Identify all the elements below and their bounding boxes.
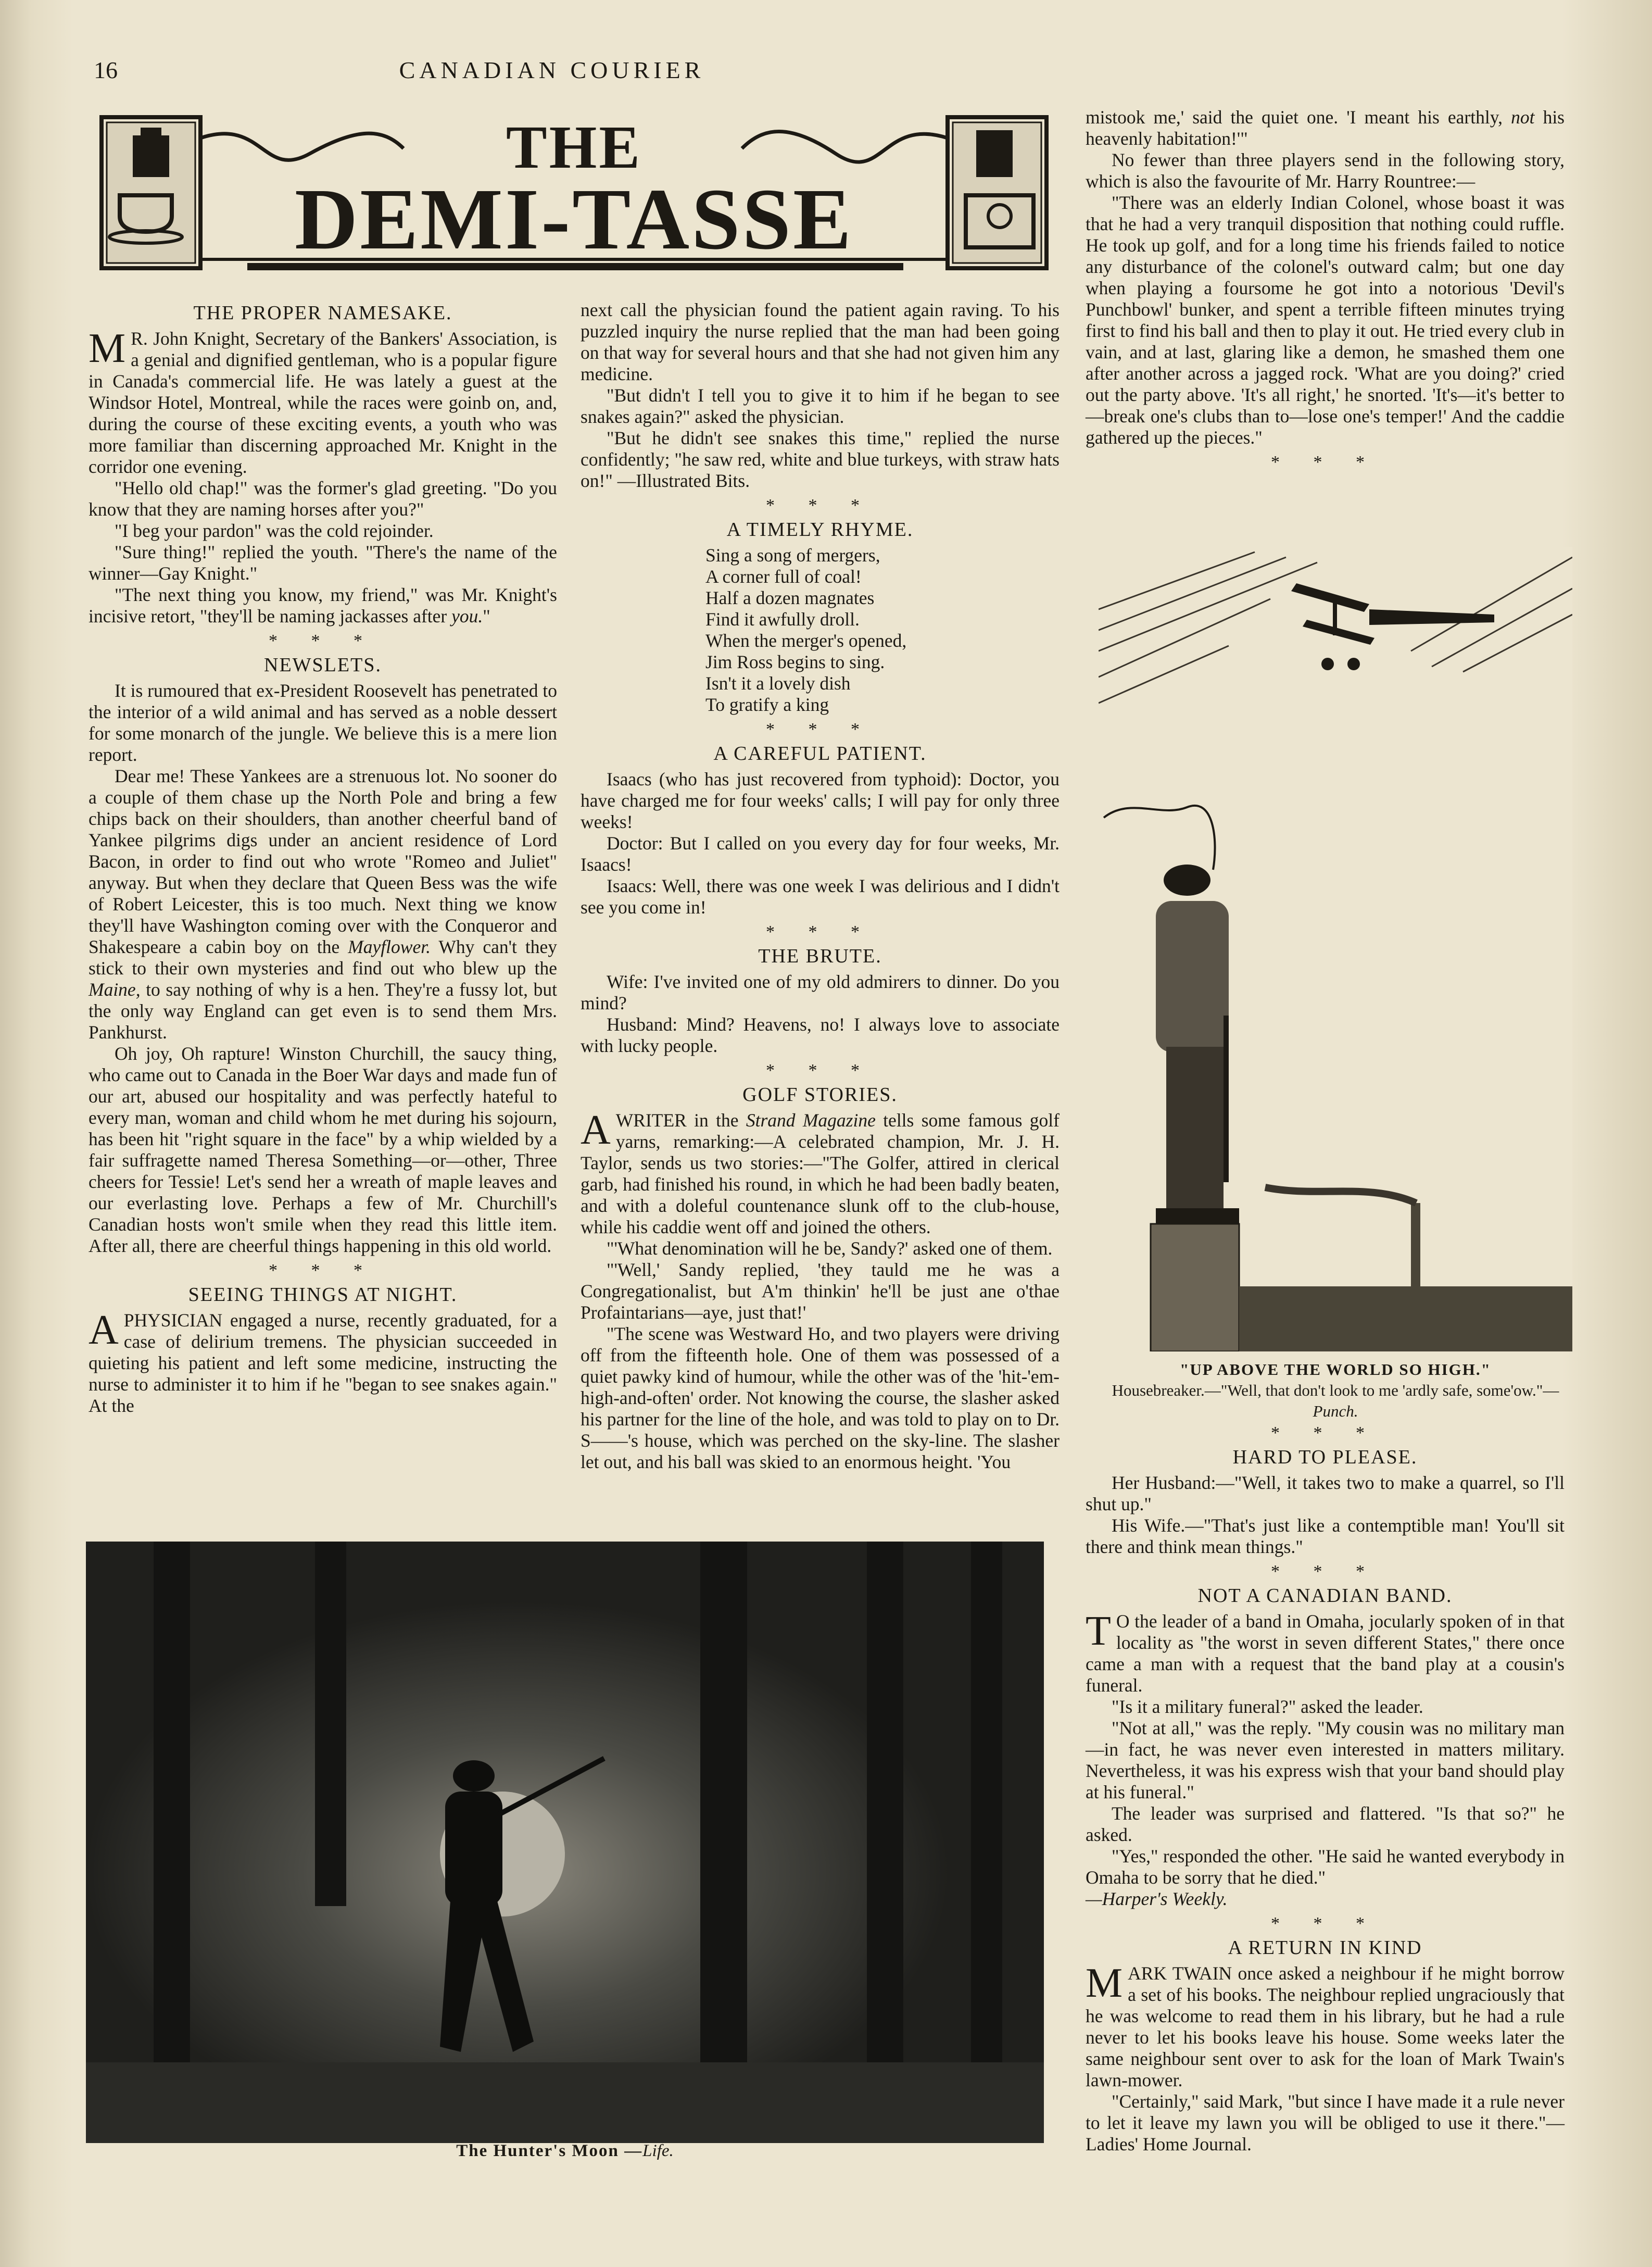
paragraph: Doctor: But I called on you every day for four weeks, Mr. Isaacs! <box>581 833 1060 875</box>
column-2 <box>581 299 1060 1473</box>
page-number: 16 <box>94 57 118 83</box>
italic-text: Maine, <box>89 979 141 1000</box>
heading-proper-namesake: THE PROPER NAMESAKE. <box>193 302 452 324</box>
section-divider: * * * <box>1271 453 1379 472</box>
section-divider: * * * <box>1271 1914 1379 1933</box>
paragraph <box>89 584 557 627</box>
poem-line: Find it awfully droll. <box>705 609 860 630</box>
cartoon-illustration <box>1099 547 1572 1351</box>
paragraph: Her Husband:—"Well, it takes two to make a quarrel, so I'll shut up." <box>1086 1472 1565 1514</box>
poem-line: When the merger's opened, <box>705 630 907 651</box>
heading-careful-patient: A CAREFUL PATIENT. <box>713 743 927 765</box>
chimney-icon <box>1151 1224 1239 1351</box>
paragraph-text: ARK TWAIN once asked a neighbour if he might borrow a set of his books. The neighbour replied ungraciously that he was welcome to read them in his library, but he had a rule never to let his books leave his house. Some weeks later the same neighbour sent over to ask for the loan of Mark Twain's lawn-mower. <box>1086 1963 1565 2090</box>
paragraph <box>1086 1608 1565 1696</box>
paragraph-text: Why can't they stick to their own mysteries and find out who blew up the <box>89 936 557 979</box>
poem-line: A corner full of coal! <box>705 566 862 587</box>
source-text: —Harper's Weekly. <box>1086 1888 1228 1909</box>
section-divider: * * * <box>766 720 874 739</box>
paragraph: No fewer than three players send in the following story, which is also the favourite of Mr. Harry Rountree:— <box>1086 149 1565 192</box>
heading-newslets: NEWSLETS. <box>264 654 382 676</box>
poem-line: Sing a song of mergers, <box>705 545 880 566</box>
paragraph: "But didn't I tell you to give it to him if he began to see snakes again?" asked the physician. <box>581 385 1060 427</box>
paragraph-source <box>1086 1888 1565 1910</box>
drop-cap: A <box>89 1307 119 1353</box>
heading-the-brute: THE BRUTE. <box>758 945 882 967</box>
italic-text: you. <box>451 606 483 627</box>
heading-hard-to-please: HARD TO PLEASE. <box>1232 1446 1418 1468</box>
paragraph: The leader was surprised and flattered. "Is that so?" he asked. <box>1086 1803 1565 1845</box>
italic-text: Strand Magazine <box>746 1110 876 1131</box>
poem-line: Isn't it a lovely dish <box>705 673 851 694</box>
drop-cap: A <box>581 1107 611 1153</box>
paragraph-text: " <box>483 606 490 627</box>
caption-source: Punch. <box>1313 1402 1358 1420</box>
italic-text: not <box>1511 107 1535 128</box>
heading-canadian-band: NOT A CANADIAN BAND. <box>1197 1585 1453 1607</box>
paragraph: "The scene was Westward Ho, and two players were driving off from the fifteenth hole. One of them was possessed of a quiet pawky kind of humour, while the other was of the 'hit-'em-high-and-often' order. Not knowing the course, the slasher asked his partner for the line of the hole, and was told to play on to Dr. S——'s house, which was perched on the sky-line. The slasher let out, and his ball was skied to an enormous height. 'You <box>581 1323 1060 1472</box>
poem-line: Half a dozen magnates <box>705 587 875 608</box>
paragraph: "Hello old chap!" was the former's glad greeting. "Do you know that they are naming horses after you?" <box>89 478 557 520</box>
paragraph-text: PHYSICIAN engaged a nurse, recently graduated, for a case of delirium tremens. The physician succeeded in quieting his patient and left some medicine, instructing the nurse to administer it to him if he "began to see snakes again." At the <box>89 1310 557 1416</box>
paragraph: "'What denomination will he be, Sandy?' asked one of them. <box>607 1238 1053 1259</box>
column-3 <box>1086 107 1565 475</box>
paragraph-text: WRITER in the <box>615 1110 746 1131</box>
poem <box>581 545 1060 716</box>
page-header <box>94 52 1010 89</box>
caption-text: The Hunter's Moon — <box>456 2141 643 2160</box>
paragraph: "I beg your pardon" was the cold rejoinder. <box>115 520 434 541</box>
heading-timely-rhyme: A TIMELY RHYME. <box>726 519 914 541</box>
column-3-lower <box>1086 1419 1565 2155</box>
section-divider: * * * <box>766 1061 874 1080</box>
photo-caption <box>86 2140 1044 2161</box>
italic-text: Mayflower. <box>348 936 431 957</box>
paragraph <box>89 325 557 478</box>
drop-cap: T <box>1086 1608 1111 1654</box>
paragraph-text: to say nothing of why is a hen. They're a fussy lot, but the only way England can get even is to send them Mrs. Pankhurst. <box>89 979 557 1043</box>
paragraph-text: Dear me! These Yankees are a strenuous lot. No sooner do a couple of them chase up the North Pole and bring a few chips back on their shoulders, than another cheerful band of Yankee pilgrims digs under an ancient residence of Lord Bacon, in order to find out who wrote "Romeo and Juliet" anyway. But when they declare that Queen Bess was the wife of Robert Leicester, this is too much. Next thing we know they'll have Washington coming over with the Conqueror and Shakespeare a cabin boy on the <box>89 766 557 957</box>
poem-line: To gratify a king <box>705 694 829 715</box>
paragraph <box>89 766 557 1043</box>
drop-cap: M <box>1086 1960 1123 2006</box>
cartoon-caption <box>1099 1359 1572 1422</box>
caption-text: Housebreaker.—"Well, that don't look to me 'ardly safe, some'ow."— <box>1112 1381 1559 1399</box>
paragraph-text: tells some famous golf yarns, remarking:—A celebrated champion, Mr. J. H. Taylor, sends us two stories:—"The Golfer, attired in clerical garb, had finished his round, in which he had been badly beaten, and with a doleful countenance slunk off to the club-house, while his caddie went off and joined the others. <box>581 1110 1060 1237</box>
column-1 <box>89 299 557 1417</box>
paragraph: "There was an elderly Indian Colonel, whose boast it was that he had a very tranquil disposition that nothing could ruffle. He took up golf, and for a long time his friends failed to notice any disturbance of the colonel's outward calm; but one day when playing a foursome he got into a notorious 'Devil's Punchbowl' bunker, and spent a terrible fifteen minutes trying first to find his ball and then to play it out. He tried every club in vain, and at last, glaring like a demon, he smashed them one after another across a jagged rock. 'What are you doing?' cried out the party above. 'It's all right,' he snorted. 'It's—it's better to—break one's clubs than to—lose one's temper!' And the caddie gathered up the pieces." <box>1086 192 1565 448</box>
paragraph-text: mistook me,' said the quiet one. 'I meant his earthly, <box>1086 107 1511 128</box>
paragraph: Isaacs (who has just recovered from typhoid): Doctor, you have charged me for four weeks' calls; I will pay for only three weeks! <box>581 769 1060 832</box>
section-divider: * * * <box>1271 1423 1379 1443</box>
paragraph-text: R. John Knight, Secretary of the Bankers' Association, is a genial and dignified gentleman, who is a popular figure in Canada's commercial life. He was lately a guest at the Windsor Hotel, Montreal, while the races were goinb on, and, during the course of these exciting events, a youth who was more familiar than discerning approached Mr. Knight in the corridor one evening. <box>89 328 557 477</box>
heading-return-in-kind: A RETURN IN KIND <box>1228 1937 1422 1959</box>
paragraph <box>1086 107 1565 149</box>
paragraph-text: "The next thing you know, my friend," was Mr. Knight's incisive retort, "they'll be naming jackasses after <box>89 584 557 627</box>
heading-golf-stories: GOLF STORIES. <box>742 1084 898 1106</box>
photo-image <box>86 1542 1044 2143</box>
paragraph: "But he didn't see snakes this time," replied the nurse confidently; "he saw red, white and blue turkeys, with straw hats on!" —Illustrated Bits. <box>581 428 1060 491</box>
housebreaker-figure <box>1156 865 1239 1229</box>
paragraph: "Yes," responded the other. "He said he wanted everybody in Omaha to be sorry that he died." <box>1086 1846 1565 1888</box>
cartoon-drawing <box>1099 547 1572 1351</box>
section-divider: * * * <box>766 496 874 515</box>
masthead-title: DEMI-TASSE <box>294 171 854 268</box>
paragraph: "Certainly," said Mark, "but since I have made it a rule never to let it leave my lawn you will be obliged to use it there."—Ladies' Home Journal. <box>1086 2091 1565 2155</box>
demi-tasse-masthead <box>91 107 1057 281</box>
paragraph: Isaacs: Well, there was one week I was delirious and I didn't see you come in! <box>581 875 1060 918</box>
paragraph <box>89 1307 557 1417</box>
paragraph <box>1086 1960 1565 2091</box>
section-divider: * * * <box>1271 1562 1379 1581</box>
hunters-moon-photo <box>86 1542 1044 2143</box>
masthead-the: THE <box>506 113 642 181</box>
section-divider: * * * <box>269 631 377 650</box>
paragraph: "Is it a military funeral?" asked the leader. <box>1112 1696 1423 1717</box>
running-title: CANADIAN COURIER <box>399 57 705 83</box>
section-divider: * * * <box>269 1261 377 1280</box>
paragraph: His Wife.—"That's just like a contemptible man! You'll sit there and think mean things." <box>1086 1515 1565 1557</box>
poem-line: Jim Ross begins to sing. <box>705 652 885 672</box>
paragraph: "Not at all," was the reply. "My cousin was no military man—in fact, he was never even interested in matters military. Nevertheless, it was his express wish that your band should play at his funeral." <box>1086 1718 1565 1802</box>
cartoon-title: "UP ABOVE THE WORLD SO HIGH." <box>1180 1360 1491 1379</box>
heading-seeing-things: SEEING THINGS AT NIGHT. <box>188 1284 458 1306</box>
caption-source: Life. <box>642 2141 674 2160</box>
paragraph-text: O the leader of a band in Omaha, jocularly spoken of in that locality as "the worst in seven different States," there once came a man with a request that the band play at a cousin's funeral. <box>1086 1611 1565 1696</box>
paragraph: It is rumoured that ex-President Roosevelt has penetrated to the interior of a wild animal and has served as a noble dessert for some monarch of the jungle. We believe this is a mere lion report. <box>89 680 557 765</box>
paragraph: Wife: I've invited one of my old admirers to dinner. Do you mind? <box>581 971 1060 1013</box>
section-divider: * * * <box>766 922 874 942</box>
paragraph <box>581 1107 1060 1238</box>
paragraph-text: his heavenly habitation!'" <box>1086 107 1565 149</box>
paragraph: "Sure thing!" replied the youth. "There's the name of the winner—Gay Knight." <box>89 542 557 584</box>
paragraph: "'Well,' Sandy replied, 'they tauld me he was a Congregationalist, but A'm thinkin' he'll be just ane o'thae Profaintarians—aye, just that!' <box>581 1259 1060 1323</box>
paragraph: Oh joy, Oh rapture! Winston Churchill, the saucy thing, who came out to Canada in the Boer War days and made fun of our art, abused our hospitality and was perfectly hateful to every man, woman and child whom he met during his sojourn, has been hit "right square in the face" by a whip wielded by a fair suffragette named Theresa Something—or—other, Three cheers for Tessie! Let's send her a wreath of maple leaves and our everlasting love. Perhaps a few of Mr. Churchill's Canadian hosts won't smile when they read this little item. After all, there are cheerful things happening in this old world. <box>89 1043 557 1256</box>
drop-cap: M <box>89 325 126 371</box>
paragraph: Husband: Mind? Heavens, no! I always love to associate with lucky people. <box>581 1014 1060 1056</box>
paragraph: next call the physician found the patient again raving. To his puzzled inquiry the nurse replied that the man had been going on that way for several hours and that she had not given him any medicine. <box>581 299 1060 384</box>
